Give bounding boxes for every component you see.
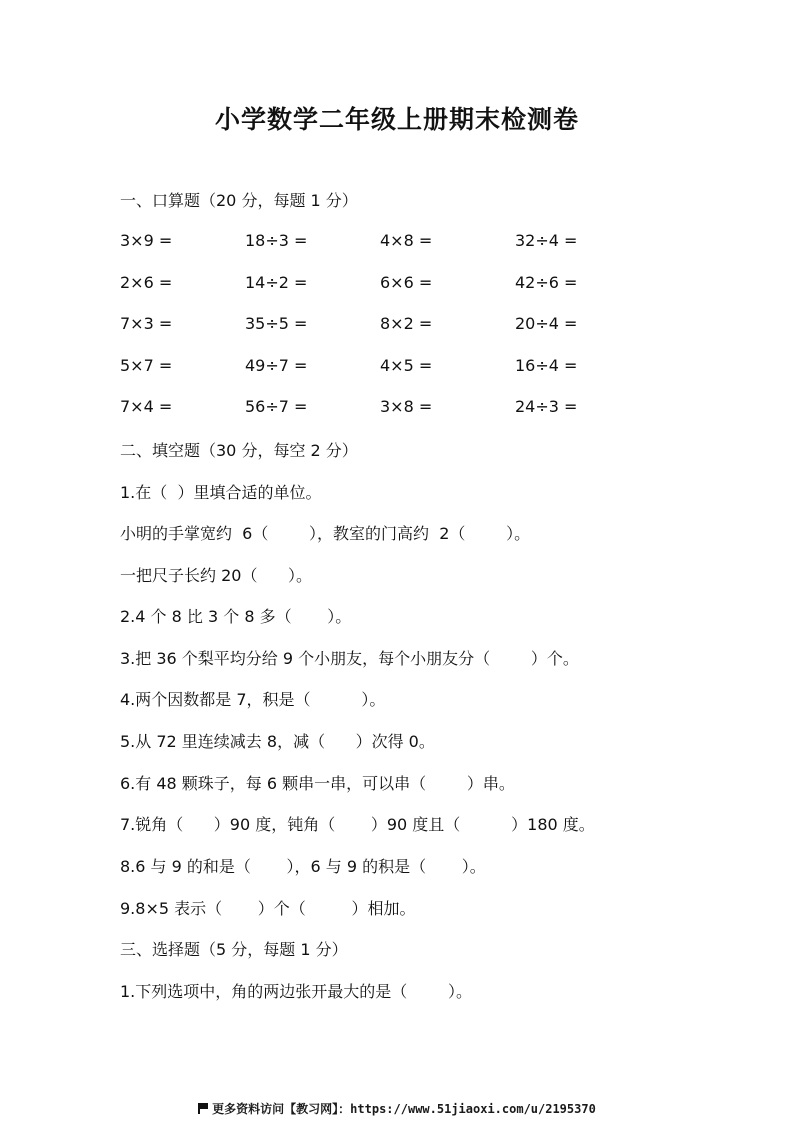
page-title: 小学数学二年级上册期末检测卷 (214, 105, 579, 134)
section-2-heading: 二、填空题（30 分，每空 2 分） (120, 441, 358, 460)
problem: 42÷6 = (515, 272, 578, 292)
oral-calculation-grid (120, 230, 680, 438)
grid-row (120, 355, 680, 397)
problem: 32÷4 = (515, 231, 578, 250)
problem: 5×7 = (120, 355, 173, 375)
fill-question: 2.4 个 8 比 3 个 8 多（ ）。 (120, 607, 352, 626)
problem: 7×3 = (120, 314, 173, 334)
section-1-heading: 一、口算题（20 分，每题 1 分） (120, 191, 358, 210)
grid-row (120, 396, 680, 438)
grid-row (120, 230, 680, 272)
problem: 6×6 = (380, 272, 433, 292)
problem: 2×6 = (120, 272, 173, 292)
fill-question: 5.从 72 里连续减去 8，减（ ）次得 0。 (120, 732, 435, 751)
fill-question: 1.在（ ）里填合适的单位。 (120, 483, 322, 502)
fill-question: 3.把 36 个梨平均分给 9 个小朋友，每个小朋友分（ ）个。 (120, 649, 579, 668)
fill-question: 7.锐角（ ）90 度，钝角（ ）90 度且（ ）180 度。 (120, 815, 595, 834)
flag-icon (198, 1103, 208, 1114)
fill-question: 6.有 48 颗珠子，每 6 颗串一串，可以串（ ）串。 (120, 774, 515, 793)
fill-question: 4.两个因数都是 7，积是（ ）。 (120, 690, 386, 709)
footer-link-text[interactable]: 更多资料访问【教习网】：https://www.51jiaoxi.com/u/2195370 (212, 1102, 596, 1116)
problem: 35÷5 = (245, 314, 308, 334)
choice-question: 1.下列选项中，角的两边张开最大的是（ ）。 (120, 982, 472, 1001)
grid-row (120, 313, 680, 355)
problem: 56÷7 = (245, 397, 308, 417)
problem: 8×2 = (380, 314, 433, 334)
problem: 4×8 = (380, 231, 433, 250)
fill-question: 小明的手掌宽约 6（ ），教室的门高约 2（ ）。 (120, 524, 531, 543)
problem: 14÷2 = (245, 272, 308, 292)
problem: 7×4 = (120, 397, 173, 417)
problem: 49÷7 = (245, 355, 308, 375)
grid-row (120, 272, 680, 314)
problem: 3×9 = (120, 231, 173, 250)
problem: 16÷4 = (515, 355, 578, 375)
problem: 24÷3 = (515, 397, 578, 417)
fill-question: 8.6 与 9 的和是（ ），6 与 9 的积是（ ）。 (120, 857, 486, 876)
footer (0, 1100, 794, 1117)
problem: 18÷3 = (245, 231, 308, 250)
problem: 3×8 = (380, 397, 433, 417)
problem: 20÷4 = (515, 314, 578, 334)
section-3-heading: 三、选择题（5 分，每题 1 分） (120, 940, 348, 959)
fill-question: 一把尺子长约 20（ ）。 (120, 566, 312, 585)
fill-question: 9.8×5 表示（ ）个（ ）相加。 (120, 899, 416, 918)
problem: 4×5 = (380, 355, 433, 375)
